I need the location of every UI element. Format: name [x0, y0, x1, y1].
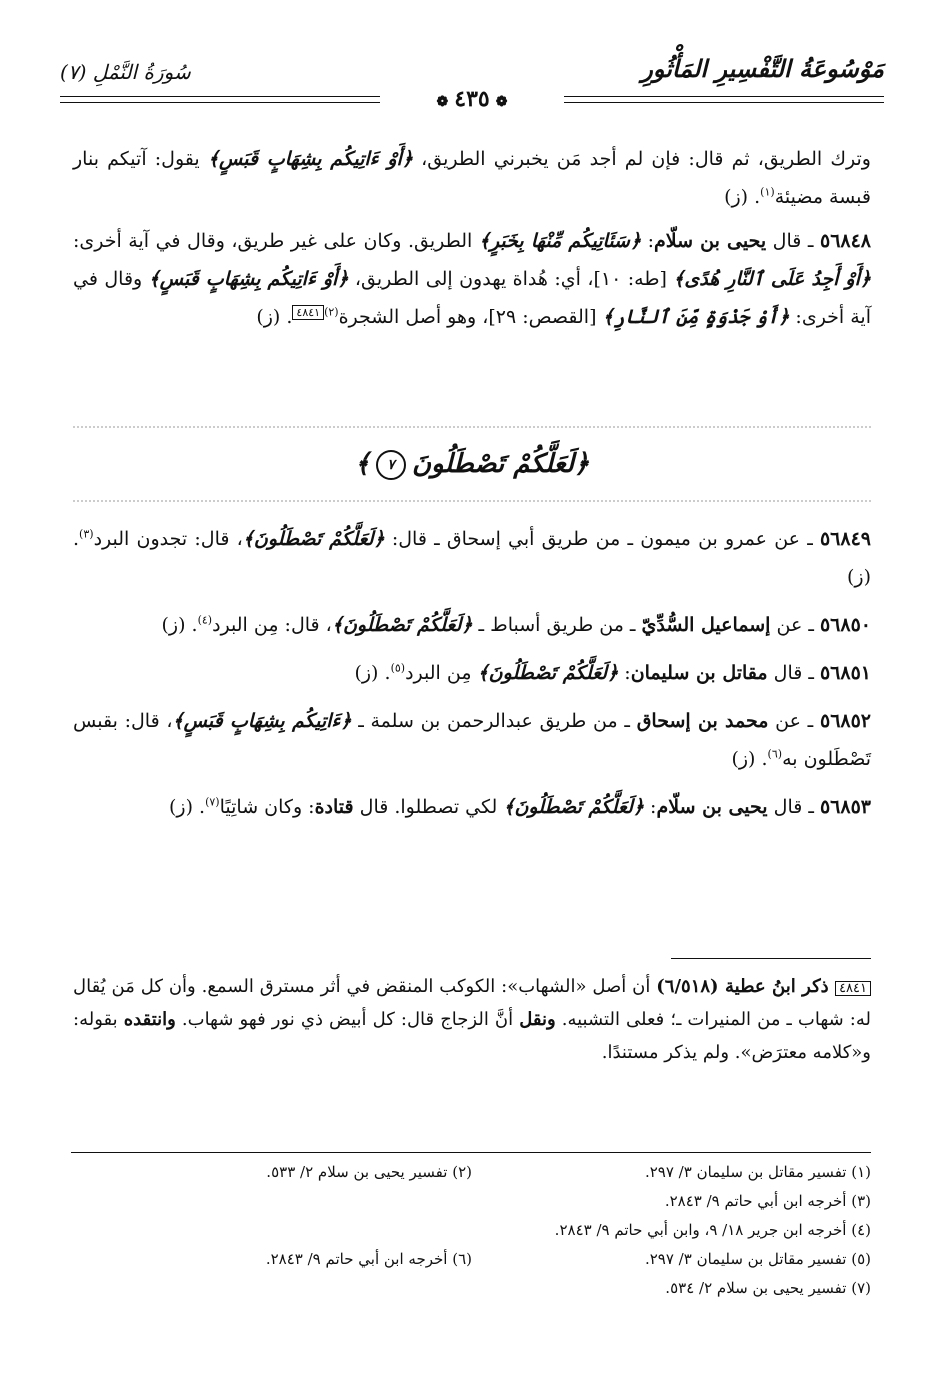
- text: وترك الطريق، ثم قال: فإن لم أجد مَن يخبرني الطريق،: [412, 148, 871, 170]
- narrator-name: إسماعيل السُّدِّيّ: [641, 614, 771, 636]
- footnote-6: (٦) أخرجه ابن أبي حاتم ٩/ ٢٨٤٣.: [265, 1250, 472, 1268]
- text: ـ عن: [770, 614, 820, 636]
- footnote-ref[interactable]: (٢): [324, 305, 339, 319]
- text: مِن البرد: [405, 662, 478, 684]
- footnote-1: (١) تفسير مقاتل بن سليمان ٣/ ٢٩٧.: [644, 1163, 871, 1181]
- text: أنَّ الزجاج قال: كل أبيض ذي نور فهو شهاب.: [175, 1009, 520, 1030]
- text: لكي تصطلوا. قال: [353, 796, 504, 818]
- text: ـ قال: [767, 662, 820, 684]
- ornament-icon: ❁: [495, 94, 508, 110]
- quran-quote: ﴿لَعَلَّكُمْ تَصْطَلُونَ﴾: [331, 614, 473, 636]
- text: ـ عن: [768, 710, 820, 732]
- surah-title: سُورَةُ النَّمْلِ (٧): [60, 60, 191, 84]
- footnote-row: [73, 1274, 871, 1303]
- text: ، قال: بقبس تَصْطَلون به: [73, 710, 871, 770]
- text: وقال في آية أخرى:: [73, 268, 871, 328]
- narrator-name: قتادة: [314, 796, 354, 818]
- text: ـ قال: [766, 230, 820, 252]
- footnote-row: [73, 1245, 871, 1274]
- main-text-2: [73, 520, 871, 836]
- text: . (ز): [354, 662, 391, 684]
- narrator-name: يحيى بن سلّام: [656, 796, 768, 818]
- footnote-3: (٣) أخرجه ابن أبي حاتم ٩/ ٢٨٤٣.: [664, 1192, 871, 1210]
- verse-words: ﴿لَعَلَّكُمْ تَصْطَلُونَ: [411, 448, 590, 479]
- citation: (٦/٥١٨): [656, 976, 719, 997]
- verse-bracket: ﴾: [354, 448, 370, 479]
- text: [طه: ١٠]، أي: هُداة يهدون إلى الطريق،: [348, 268, 674, 290]
- text: ـ عن عمرو بن ميمون ـ من طريق أبي إسحاق ـ قال:: [384, 528, 820, 550]
- text: :: [644, 796, 657, 818]
- text: الطريق. وكان على غير طريق، وقال في آية أخرى:: [73, 230, 479, 252]
- commentary-ref-box[interactable]: ٤٨٤١: [292, 305, 324, 320]
- text: ـ من طريق عبدالرحمن بن سلمة ـ: [351, 710, 637, 732]
- entry-number: ٥٦٨٤٨: [819, 230, 872, 252]
- paragraph-intro: [73, 140, 871, 216]
- page-number-text: ٤٣٥: [454, 86, 490, 112]
- entry-number: ٥٦٨٤٩: [819, 528, 871, 550]
- text: . (ز): [256, 306, 293, 328]
- narrator-name: يحيى بن سلّام: [654, 230, 767, 252]
- text: يقول: آتيكم بنار قبسة مضيئة: [73, 148, 871, 208]
- header-rule-left: [60, 96, 380, 103]
- book-title: مَوْسُوعَةُ التَّفْسِيرِ المَأْثُورِ: [641, 54, 884, 83]
- quran-quote: ﴿أَوْ ءَاتِيكُم بِشِهَابٍ قَبَسٍ﴾: [207, 148, 413, 170]
- ayah-number-icon: ٧: [376, 450, 406, 480]
- ornament-icon: ❁: [436, 94, 449, 110]
- footnote-row: [73, 1187, 871, 1216]
- text: ، قال: تجدون البرد: [93, 528, 243, 550]
- quran-quote: ﴿لَعَلَّكُمْ تَصْطَلُونَ﴾: [242, 528, 385, 550]
- entry-number: ٥٦٨٥١: [819, 662, 871, 684]
- footnote-ref[interactable]: (١): [760, 185, 775, 199]
- text: أن أصل «الشهاب»: الكوكب المنقض في أثر مسترق السمع. وأن كل مَن يُقال له: شهاب ـ من المنيرات ـ؛ فعلى التشبيه.: [73, 976, 871, 1030]
- paragraph-56850: [73, 606, 871, 644]
- paragraph-56848: [73, 222, 871, 336]
- quran-quote: ﴿أَوْ ءَاتِيكُم بِشِهَابٍ قَبَسٍ﴾: [148, 268, 349, 290]
- footnote-ref[interactable]: (٧): [205, 795, 220, 809]
- narrator-name: محمد بن إسحاق: [636, 710, 769, 732]
- commentary-separator: [671, 958, 871, 959]
- quran-quote: ﴿لَعَلَّكُمْ تَصْطَلُونَ﴾: [477, 662, 619, 684]
- quran-quote: ﴿أَوْ أَجِدُ عَلَى ٱلنَّارِ هُدًى﴾: [673, 268, 872, 290]
- text: ، قال: مِن البرد: [212, 614, 332, 636]
- paragraph-56853: [73, 788, 871, 826]
- page-header: [60, 54, 884, 112]
- footnote-ref[interactable]: (٣): [79, 527, 94, 541]
- footnotes-separator: [71, 1152, 871, 1153]
- footnotes: [73, 1158, 871, 1303]
- text: بقوله: و«كلامه معترَض». ولم يذكر مستندًا.: [73, 1009, 871, 1063]
- footnote-5: (٥) تفسير مقاتل بن سليمان ٣/ ٢٩٧.: [644, 1250, 871, 1268]
- narrator-name: مقاتل بن سليمان: [630, 662, 768, 684]
- text: . (ز): [168, 796, 206, 818]
- text: ـ من طريق أسباط ـ: [472, 614, 642, 636]
- footnote-row: [73, 1216, 871, 1245]
- footnote-row: [73, 1158, 871, 1187]
- text: . (ز): [73, 528, 871, 588]
- footnote-ref[interactable]: (٦): [767, 747, 783, 761]
- text: :: [618, 662, 631, 684]
- paragraph-56849: [73, 520, 871, 596]
- verse-text: [355, 449, 590, 480]
- quran-quote: ﴿سَئَاتِيكُم مِّنْهَا بِخَبَرٍ﴾: [478, 230, 642, 252]
- footnote-ref[interactable]: (٥): [390, 661, 406, 675]
- footnote-4: (٤) أخرجه ابن جرير ١٨/ ٩، وابن أبي حاتم ٩/ ٢٨٤٣.: [554, 1221, 871, 1239]
- paragraph-56852: [73, 702, 871, 778]
- commentary-note: [73, 970, 871, 1069]
- entry-number: ٥٦٨٥٠: [819, 614, 871, 636]
- text: :: [641, 230, 655, 252]
- text-bold: ونقل: [519, 1009, 556, 1030]
- text: : وكان شاتِيًا: [219, 796, 315, 818]
- paragraph-56851: [73, 654, 871, 692]
- text: ـ قال: [767, 796, 820, 818]
- text: [القصص: ٢٩]، وهو أصل الشجرة: [338, 306, 603, 328]
- footnote-ref[interactable]: (٤): [197, 613, 213, 627]
- verse-banner: [73, 426, 871, 502]
- text-bold: ذكر ابنُ عطية: [718, 976, 836, 997]
- commentary-ref-box[interactable]: ٤٨٤١: [835, 981, 871, 996]
- text-bold: وانتقده: [123, 1009, 176, 1030]
- quran-quote: ﴿ءَاتِيكُم بِشِهَابٍ قَبَسٍ﴾: [172, 710, 352, 732]
- text: . (ز): [161, 614, 198, 636]
- quran-quote: ﴿لَعَلَّكُمْ تَصْطَلُونَ﴾: [503, 796, 645, 818]
- text: . (ز): [724, 186, 761, 208]
- entry-number: ٥٦٨٥٣: [819, 796, 871, 818]
- entry-number: ٥٦٨٥٢: [819, 710, 872, 732]
- text: . (ز): [731, 748, 768, 770]
- main-text: [73, 140, 871, 342]
- quran-quote: ﴿أَوْ جَذْوَةٍ مِّنَ ٱلنَّارِ﴾: [602, 306, 790, 328]
- footnote-2: (٢) تفسير يحيى بن سلام ٢/ ٥٣٣.: [266, 1163, 472, 1181]
- footnote-7: (٧) تفسير يحيى بن سلام ٢/ ٥٣٤.: [665, 1279, 871, 1297]
